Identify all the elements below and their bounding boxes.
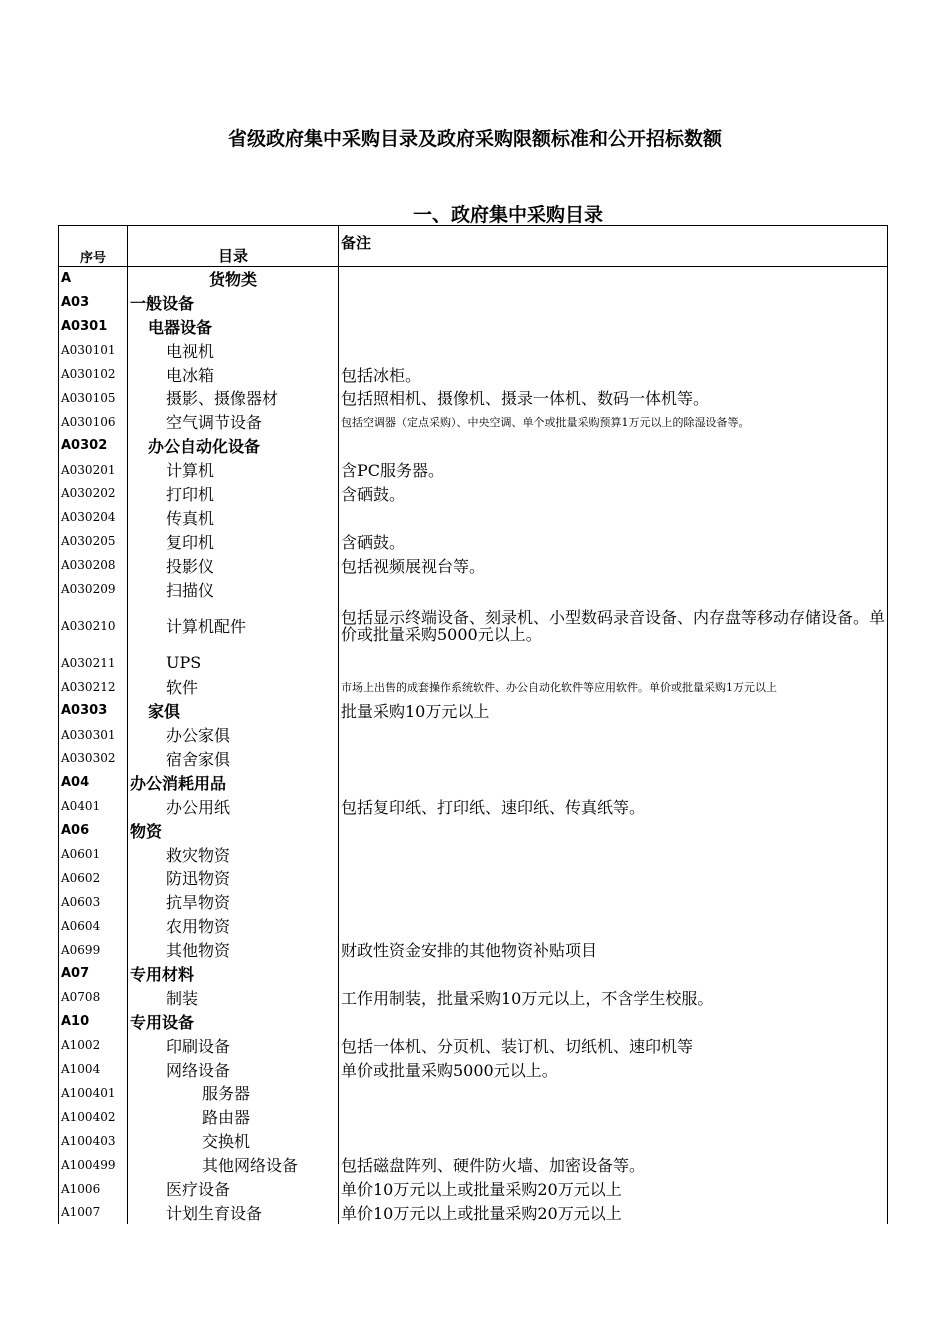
header-name: 目录	[128, 226, 339, 267]
row-note	[339, 866, 888, 890]
row-note	[339, 818, 888, 842]
header-note: 备注	[339, 226, 888, 267]
row-note	[339, 1105, 888, 1129]
row-name: 电冰箱	[128, 362, 339, 386]
row-note	[339, 962, 888, 986]
table-row	[59, 770, 888, 794]
row-note: 包括复印纸、打印纸、速印纸、传真纸等。	[339, 794, 888, 818]
row-name: 扫描仪	[128, 577, 339, 601]
table-row	[59, 434, 888, 458]
document-title: 省级政府集中采购目录及政府采购限额标准和公开招标数额	[227, 128, 722, 150]
table-row	[59, 1057, 888, 1081]
header-code: 序号	[59, 226, 128, 267]
row-name: 摄影、摄像器材	[128, 386, 339, 410]
row-code: A0603	[59, 890, 128, 914]
table-row	[59, 818, 888, 842]
row-name: 医疗设备	[128, 1177, 339, 1201]
table-row	[59, 962, 888, 986]
row-note: 单价或批量采购5000元以上。	[339, 1057, 888, 1081]
row-note	[339, 338, 888, 362]
row-name: 专用设备	[128, 1009, 339, 1033]
row-code: A030101	[59, 338, 128, 362]
section-title: 一、政府集中采购目录	[412, 204, 603, 226]
table-row	[59, 1129, 888, 1153]
table-body	[59, 267, 888, 1225]
row-name: 路由器	[128, 1105, 339, 1129]
row-note: 批量采购10万元以上	[339, 699, 888, 723]
row-code: A0601	[59, 842, 128, 866]
table-row	[59, 723, 888, 747]
row-note: 包括磁盘阵列、硬件防火墙、加密设备等。	[339, 1153, 888, 1177]
row-code: A030208	[59, 553, 128, 577]
row-code: A0302	[59, 434, 128, 458]
row-note	[339, 747, 888, 771]
row-code: A030102	[59, 362, 128, 386]
row-note	[339, 890, 888, 914]
row-name: 其他网络设备	[128, 1153, 339, 1177]
row-name: 农用物资	[128, 914, 339, 938]
row-code: A030210	[59, 601, 128, 651]
row-code: A03	[59, 290, 128, 314]
row-name: 空气调节设备	[128, 410, 339, 434]
table-row	[59, 1105, 888, 1129]
table-row	[59, 794, 888, 818]
row-code: A0602	[59, 866, 128, 890]
table-row	[59, 267, 888, 291]
row-name: 交换机	[128, 1129, 339, 1153]
table-row	[59, 1153, 888, 1177]
table-header-row	[59, 226, 888, 267]
row-code: A0401	[59, 794, 128, 818]
table-row	[59, 1033, 888, 1057]
row-note	[339, 651, 888, 675]
row-name: 计算机	[128, 458, 339, 482]
table-row	[59, 890, 888, 914]
table-row	[59, 290, 888, 314]
row-note	[339, 914, 888, 938]
row-code: A030202	[59, 482, 128, 506]
row-code: A0301	[59, 314, 128, 338]
row-note: 含硒鼓。	[339, 529, 888, 553]
table-row	[59, 529, 888, 553]
table-row	[59, 938, 888, 962]
row-code: A0303	[59, 699, 128, 723]
row-note	[339, 770, 888, 794]
row-name: 一般设备	[128, 290, 339, 314]
row-note: 含硒鼓。	[339, 482, 888, 506]
table-row	[59, 747, 888, 771]
table-row	[59, 482, 888, 506]
table-row	[59, 1009, 888, 1033]
row-note	[339, 1129, 888, 1153]
row-code: A100401	[59, 1081, 128, 1105]
row-code: A	[59, 267, 128, 291]
row-name: 抗旱物资	[128, 890, 339, 914]
table-row	[59, 410, 888, 434]
row-note	[339, 723, 888, 747]
table-row	[59, 458, 888, 482]
table-row	[59, 1081, 888, 1105]
row-name: UPS	[128, 651, 339, 675]
row-code: A030301	[59, 723, 128, 747]
row-name: 打印机	[128, 482, 339, 506]
row-note: 包括空调器（定点采购）、中央空调、单个或批量采购预算1万元以上的除湿设备等。	[339, 410, 888, 434]
row-note: 市场上出售的成套操作系统软件、办公自动化软件等应用软件。单价或批量采购1万元以上	[339, 675, 888, 699]
row-note	[339, 1081, 888, 1105]
row-name: 网络设备	[128, 1057, 339, 1081]
row-note: 包括冰柜。	[339, 362, 888, 386]
row-code: A030209	[59, 577, 128, 601]
row-note: 包括一体机、分页机、装订机、切纸机、速印机等	[339, 1033, 888, 1057]
row-code: A07	[59, 962, 128, 986]
table-row	[59, 601, 888, 651]
row-code: A04	[59, 770, 128, 794]
row-name: 专用材料	[128, 962, 339, 986]
row-code: A1006	[59, 1177, 128, 1201]
row-name: 办公消耗用品	[128, 770, 339, 794]
row-name: 印刷设备	[128, 1033, 339, 1057]
table-row	[59, 505, 888, 529]
row-code: A06	[59, 818, 128, 842]
row-code: A030211	[59, 651, 128, 675]
row-code: A1007	[59, 1200, 128, 1224]
table-row	[59, 699, 888, 723]
row-code: A10	[59, 1009, 128, 1033]
row-code: A0604	[59, 914, 128, 938]
row-note	[339, 577, 888, 601]
row-note: 财政性资金安排的其他物资补贴项目	[339, 938, 888, 962]
table-row	[59, 1177, 888, 1201]
row-code: A100403	[59, 1129, 128, 1153]
row-note	[339, 842, 888, 866]
table-row	[59, 651, 888, 675]
row-code: A0699	[59, 938, 128, 962]
row-note: 含PC服务器。	[339, 458, 888, 482]
row-note	[339, 290, 888, 314]
row-note	[339, 434, 888, 458]
table-row	[59, 1200, 888, 1224]
row-name: 家俱	[128, 699, 339, 723]
table-row	[59, 985, 888, 1009]
row-name: 投影仪	[128, 553, 339, 577]
row-name: 救灾物资	[128, 842, 339, 866]
row-name: 制装	[128, 985, 339, 1009]
row-note	[339, 267, 888, 291]
row-note: 包括视频展视台等。	[339, 553, 888, 577]
row-code: A030212	[59, 675, 128, 699]
row-name: 服务器	[128, 1081, 339, 1105]
row-name: 电视机	[128, 338, 339, 362]
table-row	[59, 314, 888, 338]
row-name: 宿舍家俱	[128, 747, 339, 771]
row-note	[339, 1009, 888, 1033]
row-code: A1004	[59, 1057, 128, 1081]
row-code: A030205	[59, 529, 128, 553]
row-name: 计划生育设备	[128, 1200, 339, 1224]
row-code: A030201	[59, 458, 128, 482]
table-row	[59, 914, 888, 938]
row-name: 货物类	[128, 267, 339, 291]
row-code: A100499	[59, 1153, 128, 1177]
row-note: 包括照相机、摄像机、摄录一体机、数码一体机等。	[339, 386, 888, 410]
row-code: A030302	[59, 747, 128, 771]
row-code: A1002	[59, 1033, 128, 1057]
row-code: A030204	[59, 505, 128, 529]
row-name: 物资	[128, 818, 339, 842]
table-row	[59, 577, 888, 601]
row-note: 单价10万元以上或批量采购20万元以上	[339, 1200, 888, 1224]
procurement-catalog-table	[58, 225, 888, 1224]
table-row	[59, 553, 888, 577]
row-name: 防迅物资	[128, 866, 339, 890]
table-row	[59, 386, 888, 410]
row-note: 工作用制装，批量采购10万元以上，不含学生校服。	[339, 985, 888, 1009]
row-name: 办公用纸	[128, 794, 339, 818]
row-code: A100402	[59, 1105, 128, 1129]
table-row	[59, 338, 888, 362]
row-code: A030106	[59, 410, 128, 434]
row-name: 软件	[128, 675, 339, 699]
table-row	[59, 866, 888, 890]
row-name: 办公自动化设备	[128, 434, 339, 458]
row-name: 其他物资	[128, 938, 339, 962]
row-note: 单价10万元以上或批量采购20万元以上	[339, 1177, 888, 1201]
row-name: 传真机	[128, 505, 339, 529]
row-note	[339, 314, 888, 338]
row-name: 电器设备	[128, 314, 339, 338]
table-row	[59, 842, 888, 866]
row-name: 复印机	[128, 529, 339, 553]
row-note: 包括显示终端设备、刻录机、小型数码录音设备、内存盘等移动存储设备。单价或批量采购5000元以上。	[339, 601, 888, 651]
row-name: 计算机配件	[128, 601, 339, 651]
row-name: 办公家俱	[128, 723, 339, 747]
table-row	[59, 675, 888, 699]
row-code: A030105	[59, 386, 128, 410]
row-code: A0708	[59, 985, 128, 1009]
row-note	[339, 505, 888, 529]
table-row	[59, 362, 888, 386]
